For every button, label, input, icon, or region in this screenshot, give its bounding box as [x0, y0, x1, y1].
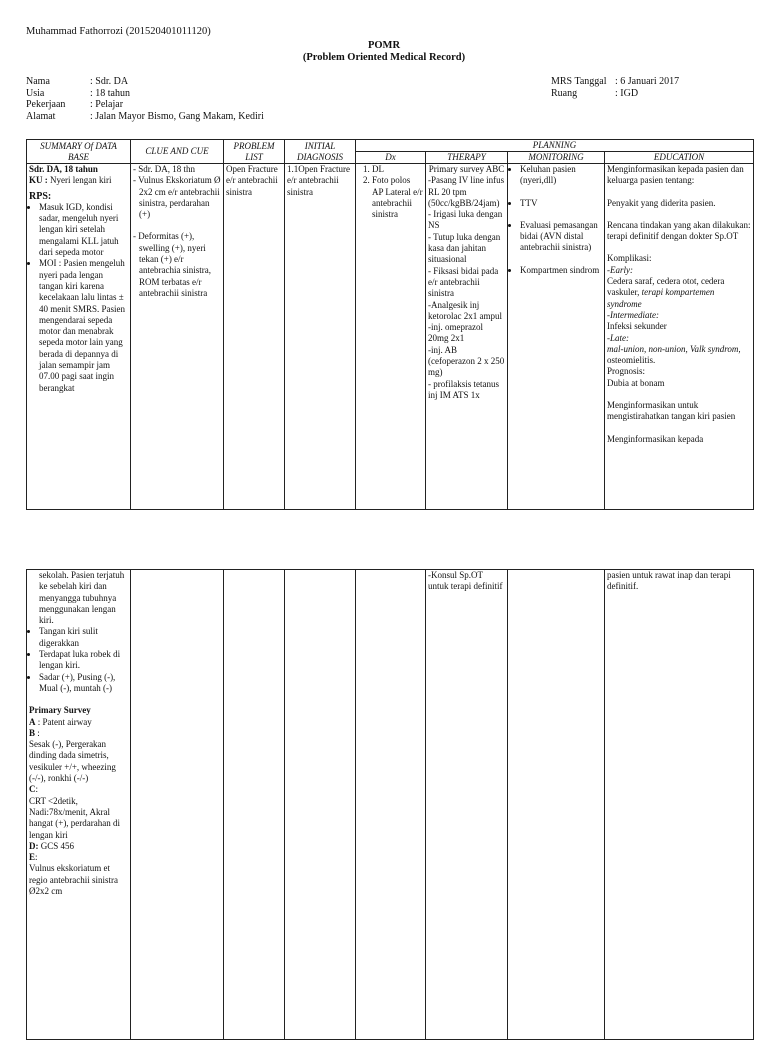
survey-text: : Patent airway: [35, 716, 92, 727]
pomr-table-page2: [26, 569, 754, 1040]
early-italic: terapi kompartemen syndrome: [607, 287, 715, 309]
patient-info-left: [26, 76, 264, 122]
survey-b: [29, 728, 128, 739]
summary-patient: Sdr. DA, 18 tahun: [29, 164, 98, 174]
dx-item: 1. DL: [372, 164, 423, 175]
therapy-item: -Analgesik inj ketorolac 2x1 ampul: [428, 299, 502, 321]
cell-clue-cont: [131, 570, 224, 1040]
monitoring-item: • Keluhan pasien (nyeri,dll): [520, 164, 602, 187]
document-title: [0, 40, 768, 64]
cell-clue: [131, 164, 224, 510]
info-label: Nama: [26, 76, 50, 87]
survey-d: [29, 841, 128, 852]
therapy-item: -Pasang IV line infus RL 20 tpm (50cc/kgBB/24jam): [428, 175, 505, 208]
education-text: Penyakit yang diderita pasien.: [607, 197, 716, 208]
education-text: Menginformasikan kepada pasien dan keluarga pasien tentang:: [607, 164, 744, 186]
cell-dx-cont: [356, 570, 426, 1040]
summary-rps: RPS:: [29, 190, 52, 202]
cell-summary: [27, 164, 131, 510]
cell-initial-cont: [285, 570, 356, 1040]
cell-problem-cont: [224, 570, 285, 1040]
education-text: Rencana tindakan yang akan dilakukan: terapi definitif dengan dokter Sp.OT: [607, 219, 751, 242]
info-row-alamat: [26, 111, 264, 123]
cell-therapy: [426, 164, 508, 510]
therapy-item: -inj. AB (cefoperazon 2 x 250 mg): [428, 344, 505, 378]
ku-label: KU :: [29, 175, 48, 186]
survey-text: GCS 456: [38, 840, 75, 851]
info-row-nama: [26, 76, 264, 88]
patient-info-right: [551, 76, 679, 99]
info-label: Pekerjaan: [26, 99, 66, 110]
info-label: Usia: [26, 87, 45, 99]
education-komplikasi: Komplikasi:: [607, 253, 652, 264]
info-value: : Pelajar: [90, 99, 124, 110]
education-early-text: [607, 276, 751, 310]
education-late-text: [607, 344, 751, 367]
ku-value: Nyeri lengan kiri: [47, 175, 112, 186]
info-row-mrs: [551, 76, 679, 88]
therapy-item: -inj. omeprazol 20mg 2x1: [428, 322, 483, 344]
therapy-item: - Irigasi luka dengan NS: [428, 209, 503, 231]
info-value: : Sdr. DA: [90, 76, 129, 87]
rps-bullet: • Terdapat luka robek di lengan kiri.: [39, 649, 128, 672]
survey-e-text: Vulnus ekskoriatum et regio antebrachii sinistra Ø2x2 cm: [29, 863, 118, 897]
survey-c: [29, 784, 128, 795]
monitoring-item: • Evaluasi pemasangan bidai (AVN distal antebrachii sinistra): [520, 220, 602, 254]
info-label: Alamat: [26, 110, 56, 122]
title-pomr: POMR: [367, 40, 401, 51]
late-text: osteomielitis.: [607, 355, 656, 366]
info-row-usia: [26, 88, 264, 100]
education-intermediate-text: Infeksi sekunder: [607, 321, 667, 332]
survey-label: A: [29, 716, 36, 727]
primary-survey-title: Primary Survey: [29, 705, 91, 716]
survey-a: [29, 717, 128, 728]
late-italic: mal-union, non-union, Valk syndrom,: [607, 343, 741, 354]
rps-bullet: • Sadar (+), Pusing (-), Mual (-), muntah (-): [39, 672, 128, 695]
rps-bullet: • Tangan kiri sulit digerakkan: [39, 626, 128, 649]
education-early: -Early:: [607, 264, 633, 275]
survey-label: E: [29, 852, 36, 863]
info-label: MRS Tanggal: [551, 76, 607, 87]
header-dx: Dx: [356, 152, 426, 164]
header-summary: SUMMARY Of DATA BASE: [27, 140, 131, 164]
monitoring-item: • Kompartmen sindrom: [520, 265, 602, 276]
education-prognosis-text: Dubia at bonam: [607, 377, 665, 388]
cell-monitoring: [508, 164, 605, 510]
survey-label: D:: [29, 840, 39, 851]
cell-initial-diagnosis: 1.1Open Fracture e/r antebrachii sinistra: [285, 164, 356, 510]
survey-c-text: CRT <2detik, Nadi:78x/menit, Akral hangat (+), perdarahan di lengan kiri: [29, 795, 121, 840]
survey-label: C: [29, 784, 36, 795]
info-value: : IGD: [615, 87, 639, 99]
survey-colon: :: [35, 727, 40, 738]
header-initial-diagnosis: INITIAL DIAGNOSIS: [285, 140, 356, 164]
education-prognosis: Prognosis:: [607, 366, 646, 377]
education-text: Menginformasikan untuk mengistirahatkan tangan kiri pasien: [607, 400, 736, 422]
therapy-item: Primary survey ABC: [428, 164, 505, 174]
survey-label: B: [29, 727, 36, 738]
header-therapy: THERAPY: [426, 152, 508, 164]
education-late: -Late:: [607, 332, 629, 343]
header-clue: CLUE AND CUE: [131, 140, 224, 164]
summary-ku: [29, 175, 128, 186]
title-subtitle: (Problem Oriented Medical Record): [302, 52, 466, 63]
therapy-item: - profilaksis tetanus inj IM ATS 1x: [428, 378, 499, 400]
therapy-item: - Tutup luka dengan kasa dan jahitan situasional: [428, 231, 501, 265]
survey-colon: :: [35, 784, 39, 795]
cell-summary-cont: [27, 570, 131, 1040]
dx-item: 2. Foto polos AP Lateral e/r antebrachii sinistra: [372, 175, 423, 220]
cell-monitoring-cont: [508, 570, 605, 1040]
info-label: Ruang: [551, 87, 578, 99]
header-problem-list: PROBLEM LIST: [224, 140, 285, 164]
cell-education-cont: pasien untuk rawat inap dan terapi definitif.: [605, 570, 754, 1040]
cell-education: [605, 164, 754, 510]
info-row-ruang: [551, 88, 679, 100]
info-value: : 18 tahun: [90, 87, 130, 99]
header-monitoring: MONITORING: [508, 152, 605, 164]
early-text: Cedera saraf, cedera otot, cedera vaskuler,: [607, 276, 725, 298]
info-value: : 6 Januari 2017: [615, 76, 680, 87]
info-row-pekerjaan: [26, 99, 264, 111]
survey-b-text: Sesak (-), Pergerakan dinding dada simetris, vesikuler +/+, wheezing (-/-), ronkhi (-/-): [29, 739, 116, 784]
pomr-table-page1: [26, 139, 754, 510]
survey-colon: :: [35, 852, 38, 863]
therapy-item: - Fiksasi bidai pada e/r antebrachii sinistra: [428, 265, 499, 299]
header-education: EDUCATION: [605, 152, 754, 164]
monitoring-item: • TTV: [520, 198, 602, 209]
summary-continuation: sekolah. Pasien terjatuh ke sebelah kiri dan menyangga tubuhnya menggunakan lengan kiri.: [39, 570, 125, 626]
rps-bullet: • Masuk IGD, kondisi sadar, mengeluh nyeri lengan kiri setelah mengalami KLL jatuh dari sepeda motor: [39, 202, 128, 258]
education-intermediate: -Intermediate:: [607, 309, 659, 320]
cell-therapy-cont: -Konsul Sp.OT untuk terapi definitif: [426, 570, 508, 1040]
info-value: : Jalan Mayor Bismo, Gang Makam, Kediri: [90, 110, 264, 122]
clue-item: - Vulnus Ekskoriatum Ø 2x2 cm e/r antebrachii sinistra, perdarahan (+): [133, 175, 221, 220]
cell-problem-list: Open Fracture e/r antebrachii sinistra: [224, 164, 285, 510]
cell-dx: [356, 164, 426, 510]
author-line: Muhammad Fathorrozi (201520401011120): [26, 26, 211, 37]
survey-e: [29, 852, 128, 863]
rps-bullet: • MOI : Pasien mengeluh nyeri pada lengan tangan kiri karena kecelakaan lalu lintas ± 40 menit SMRS. Pasien mengendarai sepeda motor dan menabrak sepeda motor lain yang berada di depannya di jalan semampir jam 07.00 pagi saat ingin berangkat: [39, 258, 128, 394]
clue-item: - Deformitas (+), swelling (+), nyeri tekan (+) e/r antebrachia sinistra, ROM terbatas e/r antebrachii sinistra: [133, 231, 211, 298]
clue-item: - Sdr. DA, 18 thn: [133, 164, 196, 174]
education-text: Menginformasikan kepada: [607, 433, 704, 444]
header-planning: PLANNING: [356, 140, 754, 152]
